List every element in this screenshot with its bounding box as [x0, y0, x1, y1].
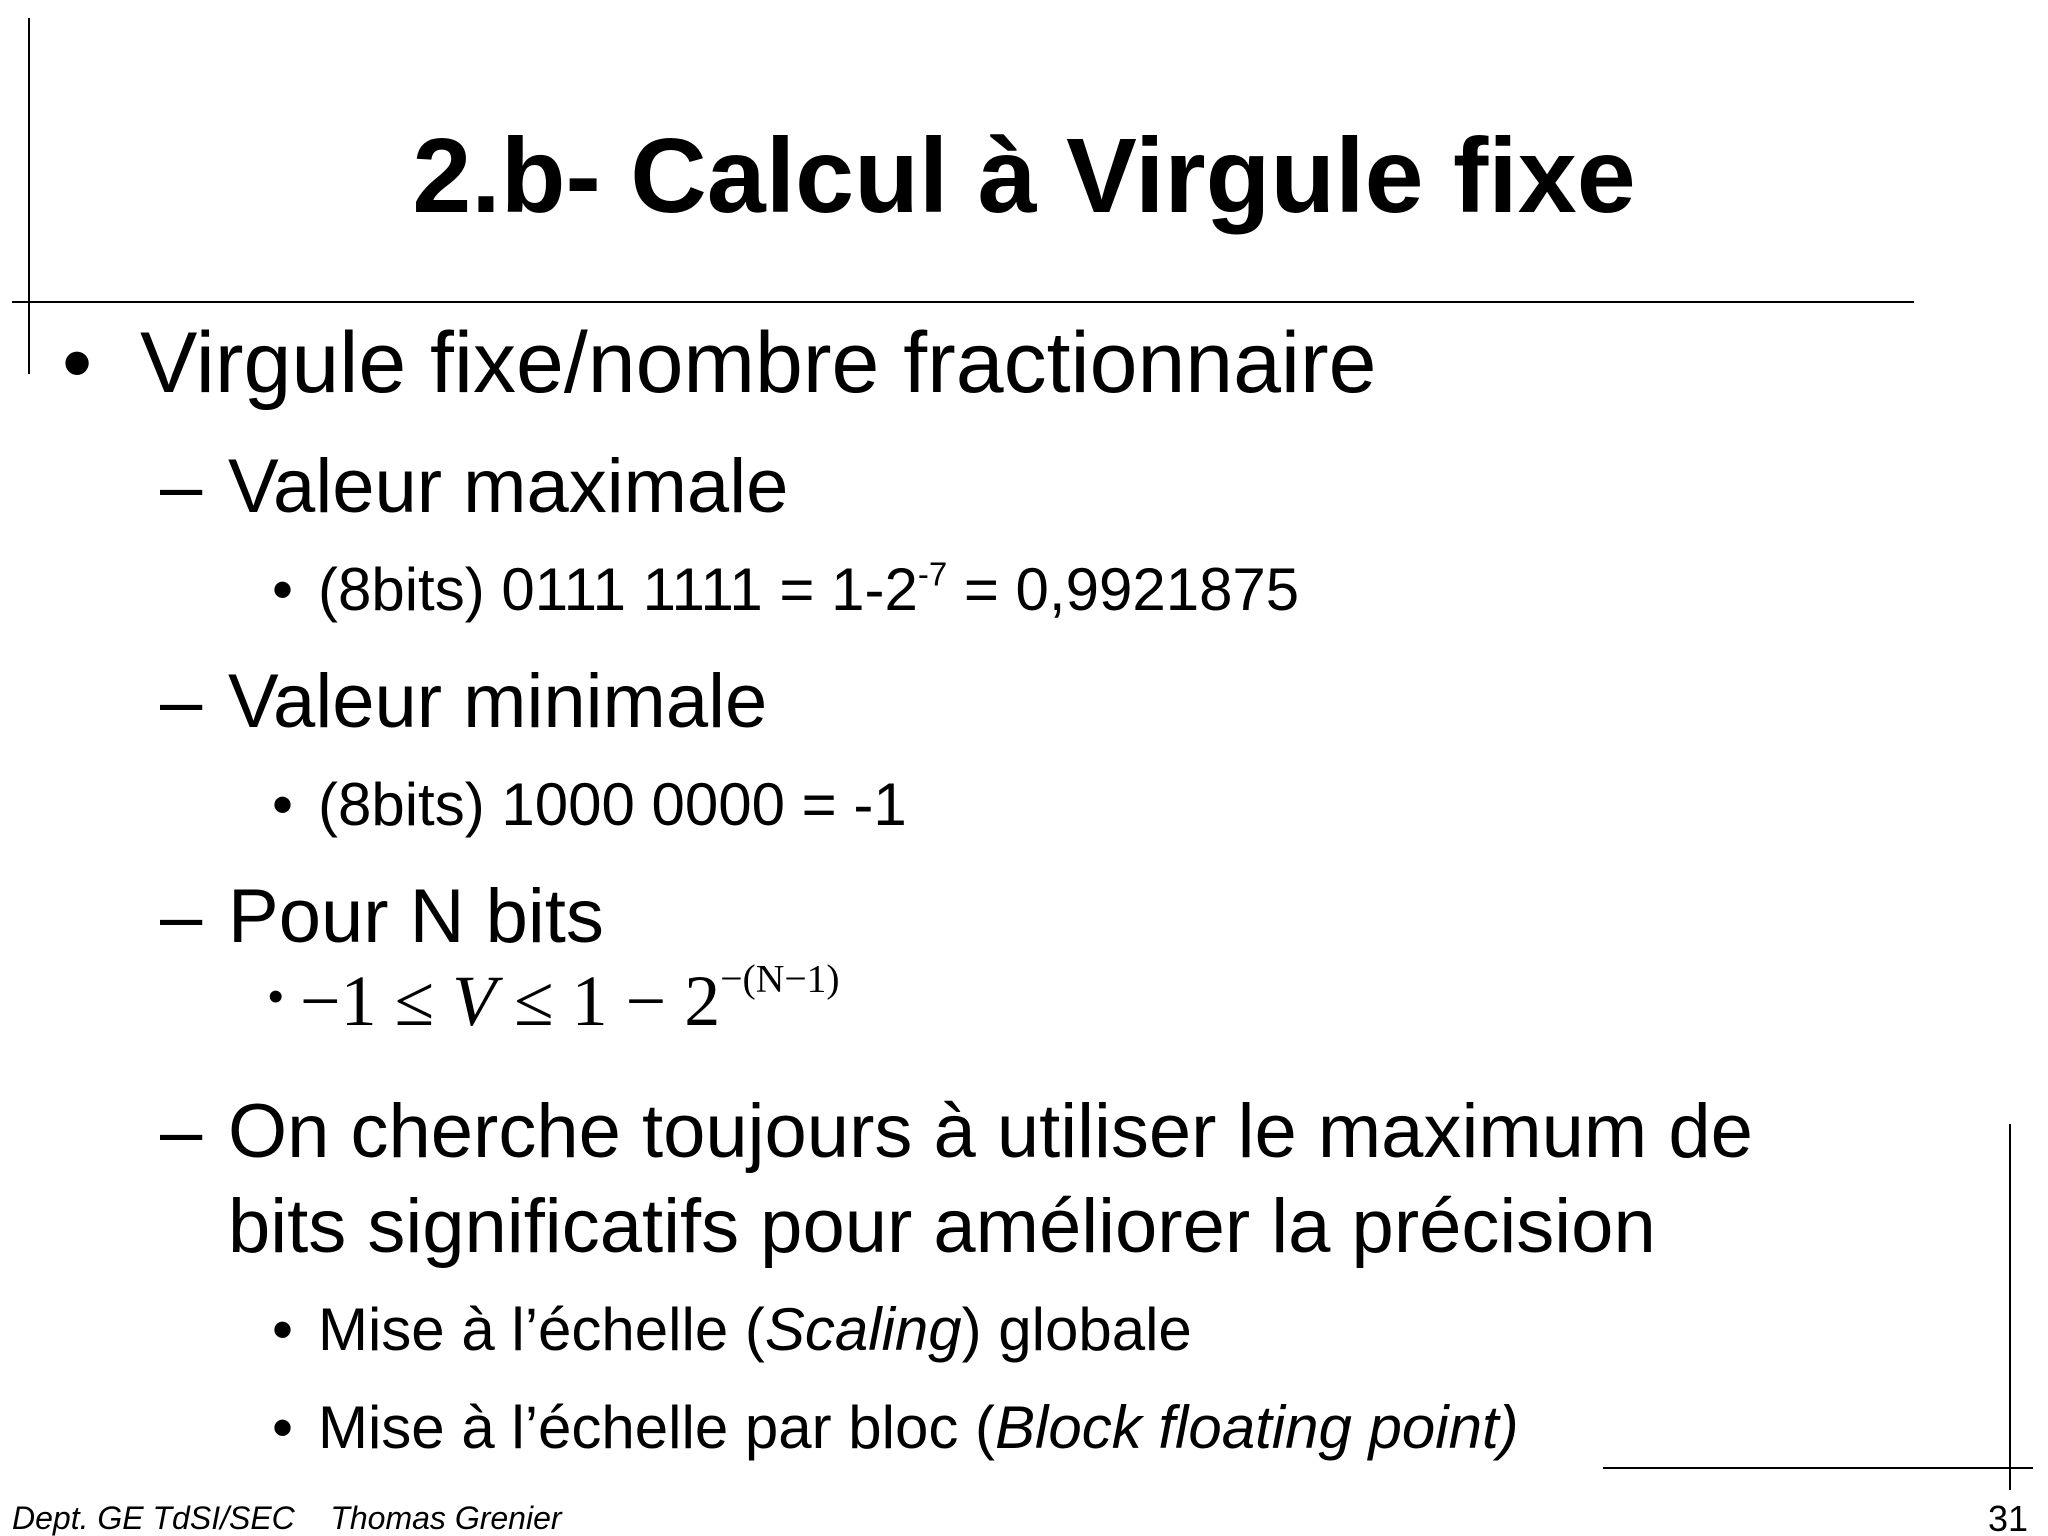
max-detail-exponent: -7: [917, 555, 948, 593]
frame-bottom-line: [1603, 1467, 2033, 1469]
max-detail-result: = 0,9921875: [947, 556, 1300, 623]
frame-title-underline: [12, 301, 1914, 303]
item-nbits-label: Pour N bits: [228, 874, 604, 959]
dash-marker: –: [160, 659, 203, 744]
item-precision-line2: bits significatifs pour améliorer la précision: [228, 1184, 1656, 1269]
bullet-dot: •: [272, 1394, 294, 1461]
formula-exponent: −(N−1): [720, 956, 840, 1001]
formula-left: −1 ≤: [300, 961, 453, 1041]
bullet-dot: •: [272, 1296, 294, 1363]
scaling-global-pre: Mise à l’échelle (: [318, 1296, 765, 1363]
scaling-global-item: [318, 1297, 1192, 1363]
scaling-block-item: [318, 1395, 1519, 1461]
nbits-formula: [300, 956, 840, 1041]
formula-right: ≤ 1 − 2: [496, 961, 721, 1041]
slide-title: 2.b- Calcul à Virgule fixe: [412, 117, 1636, 235]
dash-marker: –: [160, 444, 203, 529]
item-max-label: Valeur maximale: [228, 444, 789, 529]
scaling-global-italic: Scaling: [764, 1296, 962, 1363]
bullet-dot: •: [272, 556, 294, 623]
scaling-block-italic: Block floating point): [994, 1394, 1519, 1461]
dash-marker: –: [160, 874, 203, 959]
footer-author: Dept. GE TdSI/SEC Thomas Grenier: [12, 1500, 562, 1536]
scaling-block-pre: Mise à l’échelle par bloc (: [318, 1394, 995, 1461]
frame-right-vertical-line: [2009, 1124, 2011, 1490]
main-bullet-text: Virgule fixe/nombre fractionnaire: [140, 315, 1377, 411]
page-number: 31: [1987, 1498, 2028, 1536]
bullet-dot: •: [268, 972, 284, 1021]
item-precision-line1: On cherche toujours à utiliser le maximum de: [228, 1089, 1753, 1174]
item-min-detail: (8bits) 1000 0000 = -1: [318, 771, 907, 838]
formula-variable: V: [452, 961, 497, 1041]
bullet-dot: •: [62, 315, 93, 411]
max-detail-base: (8bits) 0111 1111 = 1-2: [318, 556, 918, 623]
item-max-detail: [318, 557, 1299, 623]
scaling-global-post: ) globale: [961, 1296, 1192, 1363]
item-min-label: Valeur minimale: [228, 659, 768, 744]
dash-marker: –: [160, 1089, 203, 1174]
bullet-dot: •: [272, 771, 294, 838]
